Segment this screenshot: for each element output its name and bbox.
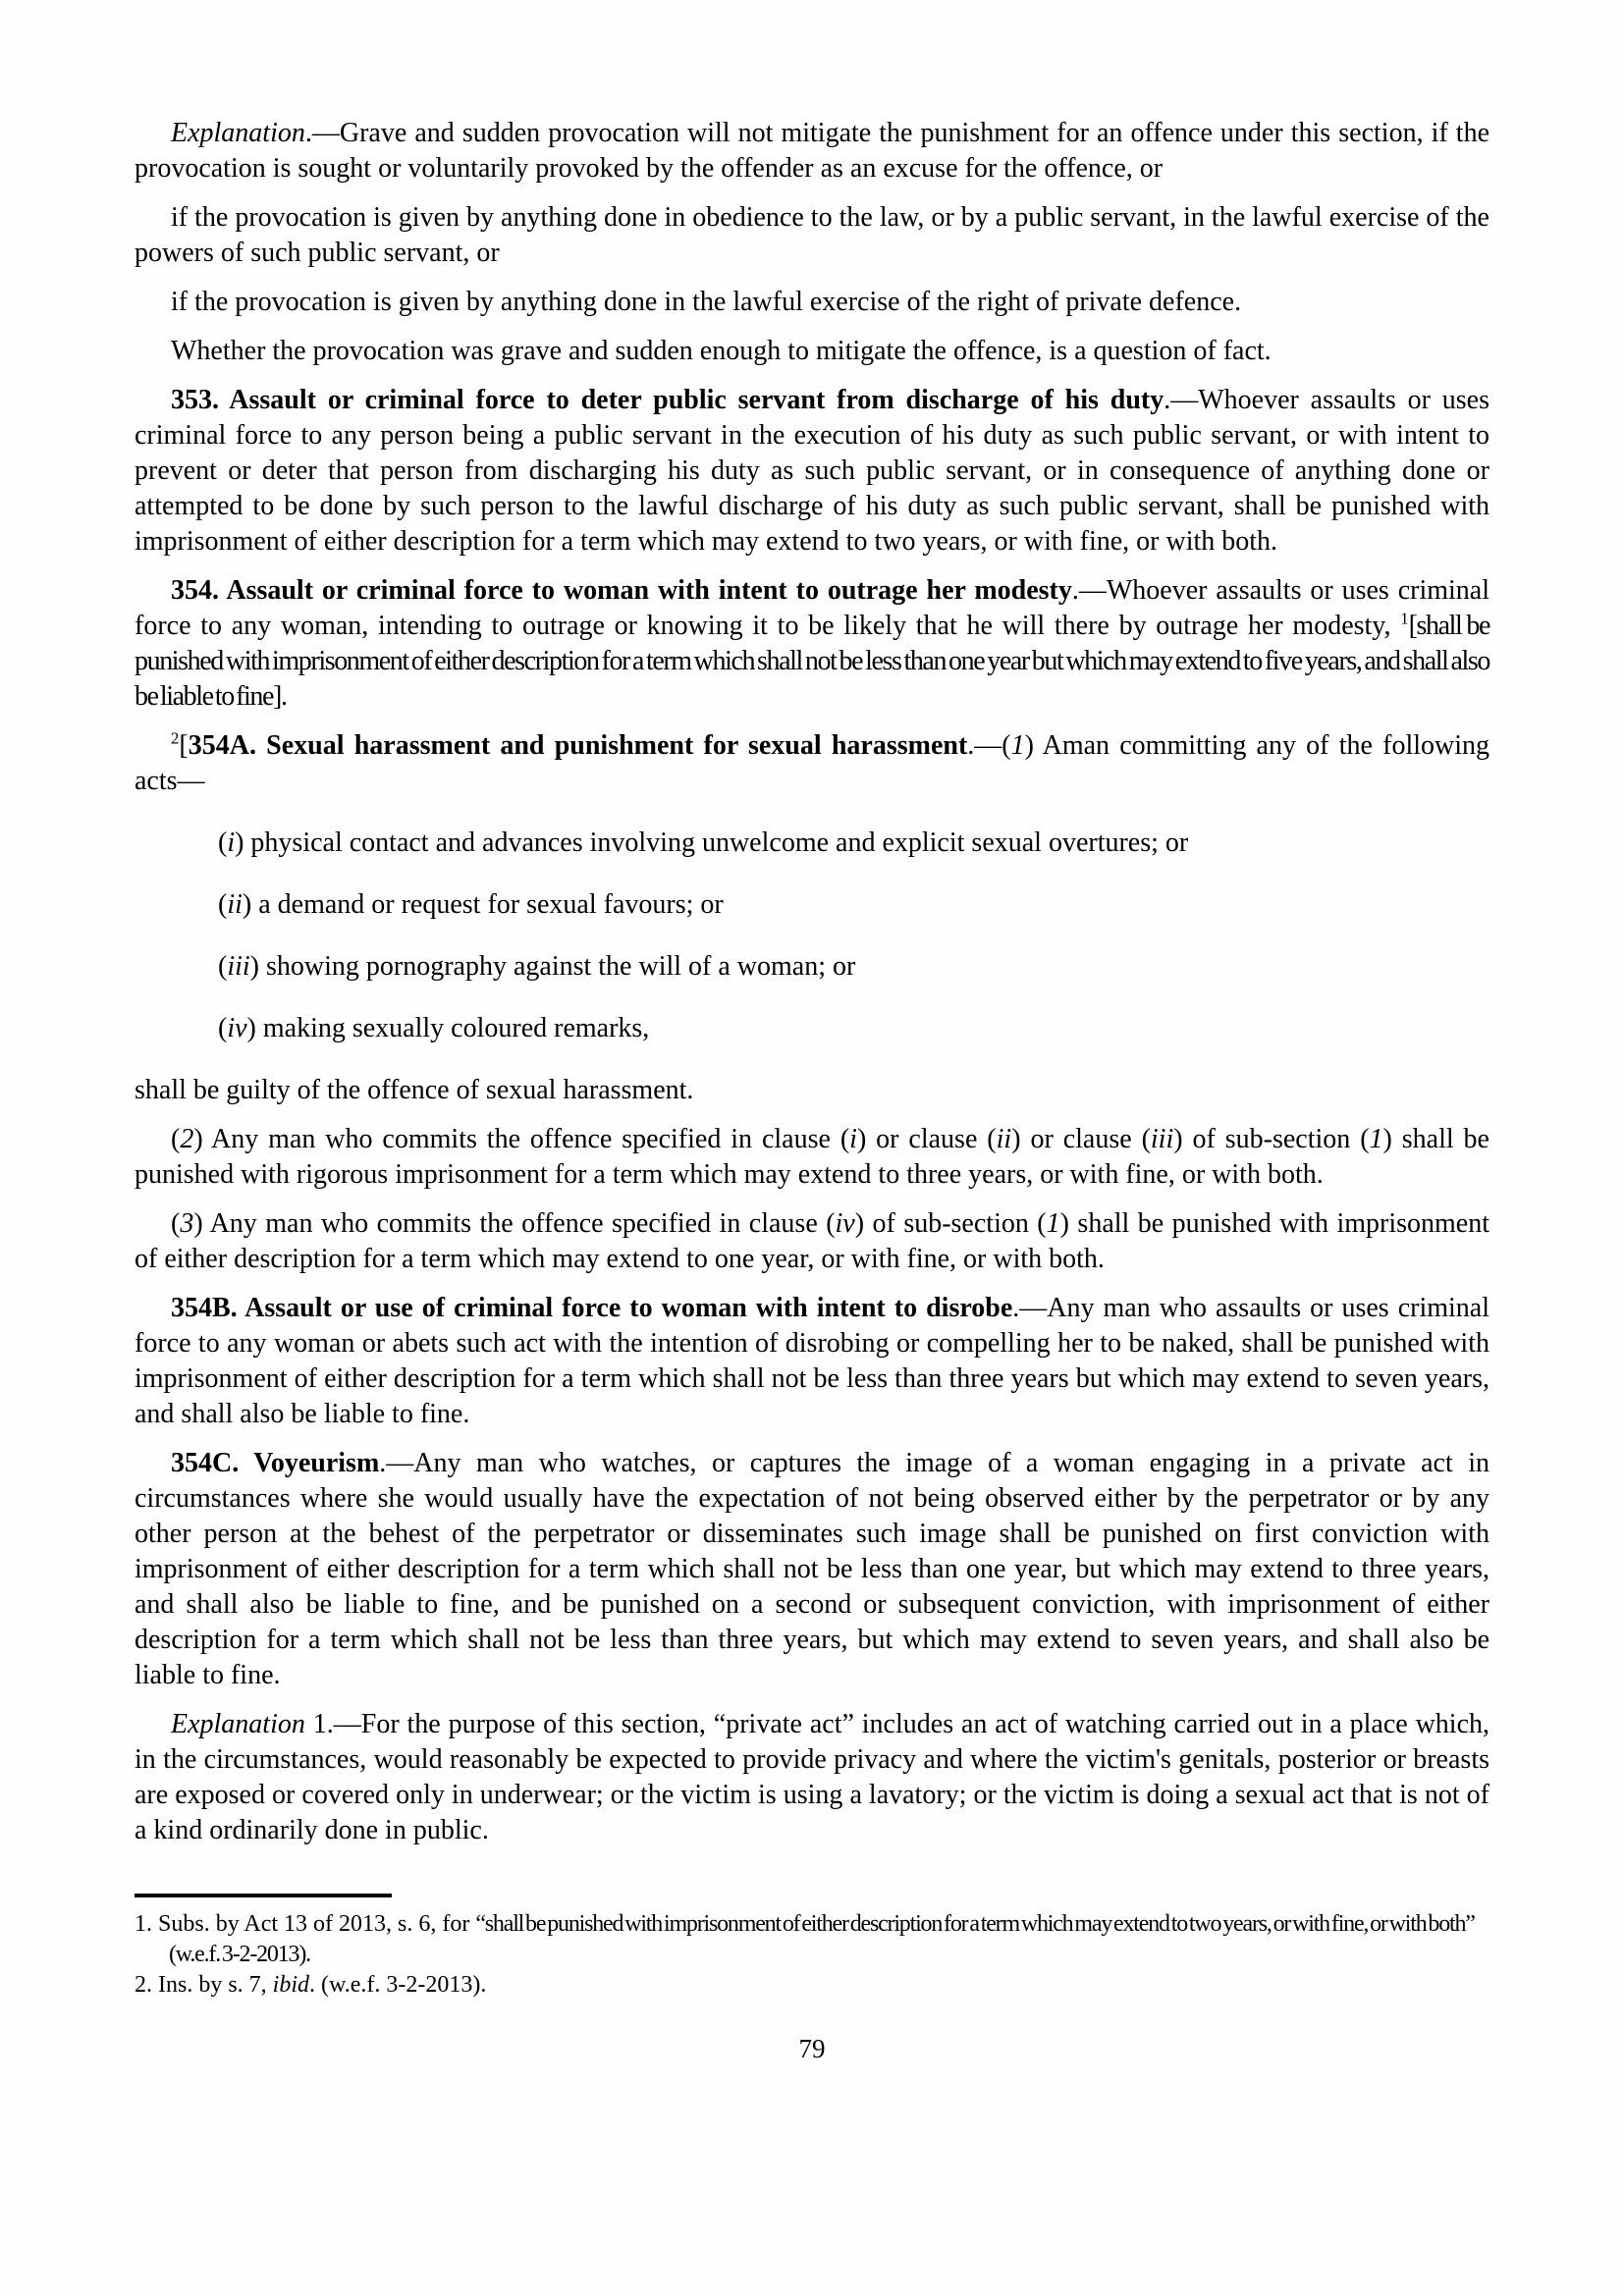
text-segment: if the provocation is given by anything done in the lawful exercise of the right of private defence. [171, 287, 1242, 317]
text-segment: 354A. Sexual harassment and punishment for sexual harassment [188, 730, 968, 761]
text-segment: Whether the provocation was grave and sudden enough to mitigate the offence, is a question of fact. [171, 336, 1272, 366]
text-segment: ibid [272, 1972, 310, 1998]
text-segment: iv [835, 1208, 855, 1239]
text-segment: ( [171, 1124, 181, 1154]
text-segment: [ [179, 730, 189, 761]
subsection-3-paragraph [135, 1206, 1496, 1277]
text-segment: Explanation [171, 1709, 305, 1739]
text-segment: ) or clause ( [856, 1124, 997, 1154]
text-segment: ) Any man who commits the offence specified in clause ( [193, 1208, 836, 1239]
section-354a-paragraph [135, 728, 1497, 799]
text-segment: ) physical contact and advances involving unwelcome and explicit sexual overtures; or [235, 828, 1189, 858]
text-segment: ) Any man who commits the offence specified in clause ( [193, 1124, 850, 1154]
text-segment: 1 [1369, 1124, 1383, 1154]
text-segment: “shall be punished with imprisonment of either description for a term which may extend to two years, or with fine, or with both” (w.e.f. 3-2-2013). [169, 1911, 1477, 1967]
text-segment: .—Any man who watches, or captures the image of a woman engaging in a private act in circumstances where she would usually have the expectation of not being observed either by the perpetrator or by any other person at the behest of the perpetrator or disseminates such image shall be punished on first conviction with imprisonment of either description for a term which shall not be less than one year, but which may extend to three years, and shall also be liable to fine, and be punished on a second or subsequent conviction, with imprisonment of either description for a term which shall not be less than three years, but which may extend to seven years, and shall also be liable to fine. [135, 1448, 1496, 1690]
text-segment: shall be guilty of the offence of sexual harassment. [135, 1075, 694, 1105]
text-segment: .—Grave and sudden provocation will not mitigate the punishment for an offence under this section, if the provocation is sought or voluntarily provoked by the offender as an excuse for the offence, or [135, 118, 1496, 184]
text-segment: ( [218, 889, 228, 920]
provocation-private-defence-paragraph [135, 285, 1489, 320]
section-354c-paragraph [135, 1446, 1496, 1693]
text-segment: ( [218, 828, 228, 858]
text-segment: ( [171, 1208, 181, 1239]
text-segment: ) a demand or request for sexual favours; or [242, 889, 724, 920]
clause-ii [218, 887, 1489, 923]
text-segment: ) of sub-section ( [1173, 1124, 1370, 1154]
text-segment: ii [227, 889, 243, 920]
text-segment: 2. Ins. by s. 7, [135, 1972, 273, 1998]
text-segment: 3 [180, 1208, 194, 1239]
page-number: 79 [798, 2034, 826, 2063]
text-segment: ) showing pornography against the will of a woman; or [249, 951, 856, 982]
text-segment: ) or clause ( [1011, 1124, 1151, 1154]
clause-iv [218, 1011, 1489, 1046]
text-segment: .—Whoever assaults or uses criminal force to any woman, intending to outrage or knowing it to be likely that he will there by outrage her modesty, [135, 575, 1497, 641]
text-segment: .—Any man who assaults or uses criminal force to any woman or abets such act with the intention of disrobing or compelling her to be naked, shall be punished with imprisonment of either description for a term which shall not be less than three years but which may extend to seven years, and shall also be liable to fine. [135, 1293, 1496, 1429]
text-segment: ii [996, 1124, 1012, 1154]
text-segment: ) of sub-section ( [854, 1208, 1047, 1239]
text-segment: 2 [171, 728, 180, 748]
text-segment: 1 [1010, 730, 1025, 761]
section-354-paragraph [135, 573, 1497, 715]
text-segment: iii [227, 951, 250, 982]
footnote-separator [135, 1894, 392, 1897]
text-segment: [shall be punished with imprisonment of either description for a term which shall not be less than one year but which may extend to five years, and shall also be liable to fine]. [135, 611, 1492, 712]
text-segment: 1 [1046, 1208, 1060, 1239]
text-segment: ( [218, 1013, 228, 1043]
text-segment: i [849, 1124, 857, 1154]
text-segment: if the provocation is given by anything done in obedience to the law, or by a public servant, in the lawful exercise of the powers of such public servant, or [135, 202, 1496, 268]
clause-iii [218, 949, 1489, 985]
explanation-1-paragraph [135, 1707, 1496, 1848]
footnote-1 [135, 1909, 1489, 1970]
text-segment: 353. Assault or criminal force to deter public servant from discharge of his duty [171, 385, 1164, 415]
text-segment: . (w.e.f. 3-2-2013). [309, 1972, 487, 1998]
document-body [135, 116, 1497, 2001]
text-segment: Explanation [171, 118, 305, 148]
explanation-provocation-paragraph [135, 116, 1496, 187]
text-segment: 354. Assault or criminal force to woman with intent to outrage her modesty [171, 575, 1072, 606]
text-segment: 1. Subs. by Act 13 of 2013, s. 6, for [135, 1911, 476, 1937]
question-of-fact-paragraph [135, 334, 1489, 369]
subsection-2-paragraph [135, 1122, 1496, 1193]
text-segment: 354B. Assault or use of criminal force to woman with intent to disrobe [171, 1293, 1013, 1323]
text-segment: .—Whoever assaults or uses criminal force to any person being a public servant in the execution of his duty as such public servant, or with intent to prevent or deter that person from discharging his duty as such public servant, or in consequence of anything done or attempted to be done by such person to the lawful discharge of his duty as such public servant, shall be punished with imprisonment of either description for a term which may extend to two years, or with fine, or with both. [135, 385, 1496, 557]
guilty-of-offence-line [135, 1073, 1489, 1108]
section-354b-paragraph [135, 1291, 1496, 1432]
text-segment: ) Aman committing any of the following acts— [135, 730, 1497, 796]
text-segment: 1.—For the purpose of this section, “private act” includes an act of watching carried out in a place which, in the circumstances, would reasonably be expected to provide privacy and where the victim's genitals, posterior or breasts are exposed or covered only in underwear; or the victim is using a lavatory; or the victim is doing a sexual act that is not of a kind ordinarily done in public. [135, 1709, 1496, 1845]
text-segment: i [227, 828, 236, 858]
text-segment: 1 [1400, 609, 1409, 628]
text-segment: 354C. Voyeurism [171, 1448, 380, 1478]
footnote-2 [135, 1970, 1489, 2001]
text-segment: iii [1150, 1124, 1174, 1154]
clause-i [218, 826, 1489, 861]
text-segment: ) shall be punished with imprisonment of either description for a term which may extend to one year, or with fine, or with both. [135, 1208, 1496, 1274]
text-segment: ) shall be punished with rigorous imprisonment for a term which may extend to three years, or with fine, or with both. [135, 1124, 1496, 1190]
section-353-paragraph [135, 383, 1496, 560]
provocation-obedience-paragraph [135, 200, 1496, 271]
text-segment: 2 [180, 1124, 194, 1154]
text-segment: ( [218, 951, 228, 982]
text-segment: .—( [967, 730, 1011, 761]
text-segment: ) making sexually coloured remarks, [246, 1013, 650, 1043]
text-segment: iv [227, 1013, 247, 1043]
